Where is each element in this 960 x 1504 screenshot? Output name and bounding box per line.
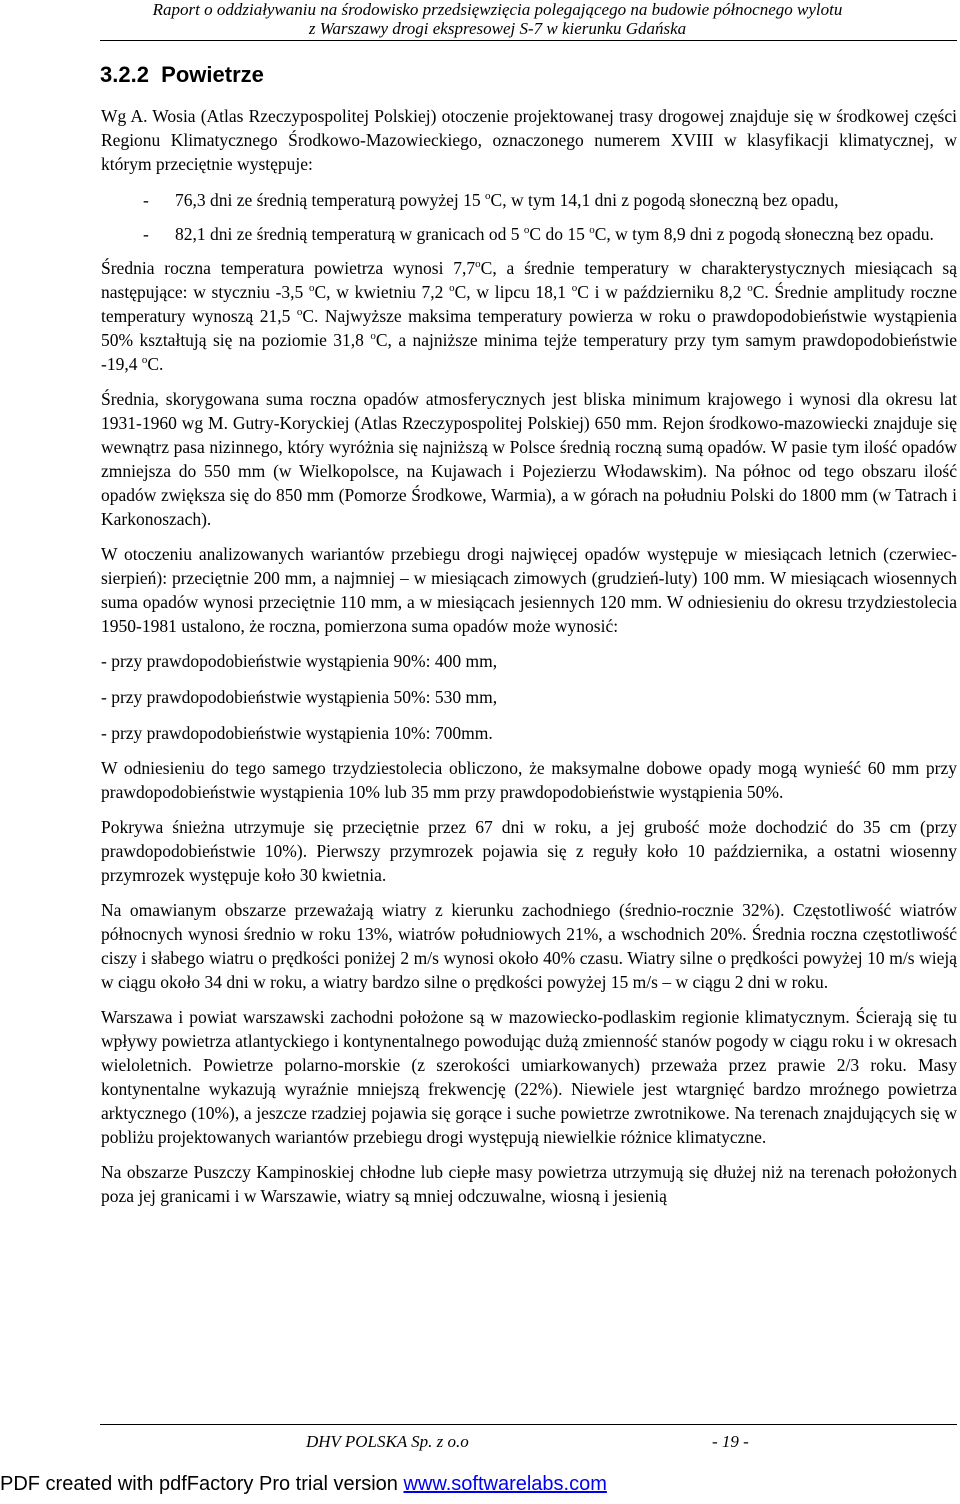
pdf-watermark-banner bbox=[0, 1473, 960, 1496]
footer-company: DHV POLSKA Sp. z o.o bbox=[306, 1432, 469, 1451]
degree-mark: o bbox=[370, 330, 376, 342]
list-item bbox=[101, 188, 957, 212]
degree-mark: o bbox=[571, 282, 578, 294]
running-header bbox=[100, 0, 895, 38]
banner-text: PDF created with pdfFactory Pro trial version bbox=[0, 1473, 404, 1495]
paragraph-climate-region: Warszawa i powiat warszawski zachodni położone są w mazowiecko-podlaskim regionie klimatycznym. Ścierają się tu wpływy powietrza atlantyckiego i kontynentalnego powodując dużą zmienność stanów pogody w ciągu roku i w okresach wieloletnich. Powietrze polarno-morskie (z szerokości umiarkowanych) przeważa przez prawie 2/3 roku. Masy kontynentalne wykazują wyraźnie mniejszą frekwencję (22%). Niewiele jest wtargnięć bardzo mroźnego powietrza arktycznego (10%), a jeszcze rzadziej pojawia się gorące i suche powietrze zwrotnikowe. Na terenach znajdujących się w pobliżu projektowanych wariantów przebiegu drogi występują niewielkie różnice klimatyczne. bbox=[101, 1007, 957, 1147]
header-line-1: Raport o oddziaływaniu na środowisko przedsięwzięcia polegającego na budowie północnego wylotu bbox=[152, 0, 843, 19]
text-span: C, w lipcu 18,1 bbox=[454, 282, 572, 302]
degree-mark: o bbox=[296, 306, 303, 318]
paragraph-temperature bbox=[101, 256, 957, 376]
text-span: C. bbox=[147, 354, 164, 374]
degree-mark: o bbox=[485, 190, 491, 202]
probability-line: - przy prawdopodobieństwie wystąpienia 10%: 700mm. bbox=[101, 723, 493, 743]
header-divider bbox=[100, 40, 957, 41]
paragraph-seasonal-precipitation: W otoczeniu analizowanych wariantów przebiegu drogi najwięcej opadów występuje w miesiącach letnich (czerwiec-sierpień): przeciętnie 200 mm, a najmniej – w miesiącach zimowych (grudzień-luty) 100 mm. W miesiącach wiosennych suma opadów wynosi przeciętnie 110 mm, a w miesiącach jesiennych 120 mm. W odniesieniu do okresu trzydziestolecia 1950-1981 ustalono, że roczna, pomierzona suma opadów może wynosić: bbox=[101, 544, 957, 636]
section-number: 3.2.2 bbox=[100, 62, 149, 87]
list-text-b: C do 15 bbox=[529, 224, 590, 244]
text-span: C. Najwyższe maksima temperatury powierza w roku o prawdopodobieństwie wystąpienia 50% kształtują się na poziomie 31,8 bbox=[101, 306, 957, 350]
probability-line: - przy prawdopodobieństwie wystąpienia 90%: 400 mm, bbox=[101, 651, 498, 671]
text-span: C, w kwietniu 7,2 bbox=[314, 282, 450, 302]
footer-divider bbox=[100, 1424, 957, 1425]
degree-mark: o bbox=[589, 224, 595, 236]
paragraph-daily-max: W odniesieniu do tego samego trzydziestolecia obliczono, że maksymalne dobowe opady mogą wynieść 60 mm przy prawdopodobieństwie wystąpienia 10% lub 35 mm przy prawdopodobieństwie wystąpienia 50%. bbox=[101, 758, 957, 802]
paragraph-precipitation: Średnia, skorygowana suma roczna opadów atmosferycznych jest bliska minimum krajowego i wynosi dla okresu lat 1931-1960 wg M. Gutry-Koryckiej (Atlas Rzeczypospolitej Polskiej) 650 mm. Rejon środkowo-mazowiecki znajduje się wewnątrz pasa nizinnego, który wyróżnia się najniższą w Polsce średnią roczną sumą opadów. W pasie tym ilość opadów zmniejsza do 550 mm (w Wielkopolsce, na Kujawach i Pojezierzu Włodawskim). Na północ od tego obszaru ilość opadów zwiększa się do 850 mm (Pomorze Środkowe, Warmia), a w górach na południu Polski do 1800 mm (w Tatrach i Karkonoszach). bbox=[101, 389, 957, 529]
document-body bbox=[101, 104, 957, 1219]
list-dash: - bbox=[143, 190, 149, 210]
text-span: C, a najniższe minima tejże temperatury przy tym samym prawdopodobieństwie -19,4 bbox=[101, 330, 957, 374]
list-text-b: C, w tym 14,1 dni z pogodą słoneczną bez opadu, bbox=[490, 190, 839, 210]
degree-mark: o bbox=[449, 282, 455, 294]
list-text-a: 82,1 dni ze średnią temperaturą w granicach od 5 bbox=[175, 224, 524, 244]
text-span: C, a średnie temperatury w charakterystycznych miesiącach są następujące: w styczniu -3,5 bbox=[101, 258, 958, 302]
degree-mark: o bbox=[308, 282, 315, 294]
degree-mark: o bbox=[475, 258, 481, 270]
text-span: C. Średnie amplitudy roczne temperatury wynoszą 21,5 bbox=[101, 282, 957, 326]
text-span: C i w październiku 8,2 bbox=[577, 282, 748, 302]
paragraph-kampinos: Na obszarze Puszczy Kampinoskiej chłodne lub ciepłe masy powietrza utrzymują się dłużej niż na terenach położonych poza jej granicami i w Warszawie, wiatry są mniej odczuwalne, wiosną i jesienią bbox=[101, 1162, 957, 1206]
section-heading bbox=[100, 62, 264, 88]
section-title: Powietrze bbox=[161, 62, 264, 87]
degree-mark: o bbox=[523, 224, 530, 236]
text-span: Średnia roczna temperatura powietrza wynosi 7,7 bbox=[101, 258, 476, 278]
page-number: - 19 - bbox=[712, 1432, 749, 1451]
probability-line: - przy prawdopodobieństwie wystąpienia 50%: 530 mm, bbox=[101, 687, 498, 707]
paragraph-snow-cover: Pokrywa śnieżna utrzymuje się przeciętnie przez 67 dni w roku, a jej grubość może dochodzić do 35 cm (przy prawdopodobieństwie 10%). Pierwszy przymrozek pojawia się z reguły koło 10 października, a ostatni wiosenny przymrozek występuje koło 30 kwietnia. bbox=[101, 817, 957, 885]
climate-day-list bbox=[101, 188, 957, 246]
list-dash: - bbox=[143, 224, 149, 244]
paragraph-winds: Na omawianym obszarze przeważają wiatry z kierunku zachodniego (średnio-rocznie 32%). Częstotliwość wiatrów północnych wynosi średnio w roku 13%, wiatrów południowych 21%, a wschodnich 20%. Średnia roczna częstotliwość ciszy i słabego wiatru o prędkości poniżej 2 m/s wynosi około 40% czasu. Wiatry silne o prędkości powyżej 10 m/s wieją w ciągu około 34 dni w roku, a wiatry bardzo silne o prędkości powyżej 15 m/s – w ciągu 2 dni w roku. bbox=[101, 900, 957, 992]
list-item bbox=[101, 222, 957, 246]
header-line-2: z Warszawy drogi ekspresowej S-7 w kierunku Gdańska bbox=[308, 19, 687, 38]
degree-mark: o bbox=[747, 282, 753, 294]
list-text-c: C, w tym 8,9 dni z pogodą słoneczną bez opadu. bbox=[594, 224, 934, 244]
softwarelabs-link[interactable]: www.softwarelabs.com bbox=[403, 1473, 607, 1495]
degree-mark: o bbox=[141, 354, 148, 366]
list-text-a: 76,3 dni ze średnią temperaturą powyżej 15 bbox=[175, 190, 486, 210]
paragraph-intro: Wg A. Wosia (Atlas Rzeczypospolitej Polskiej) otoczenie projektowanej trasy drogowej znajduje się w środkowej części Regionu Klimatycznego Środkowo-Mazowieckiego, oznaczonego numerem XVIII w klasyfikacji klimatycznej, w którym przeciętnie występuje: bbox=[101, 106, 957, 174]
